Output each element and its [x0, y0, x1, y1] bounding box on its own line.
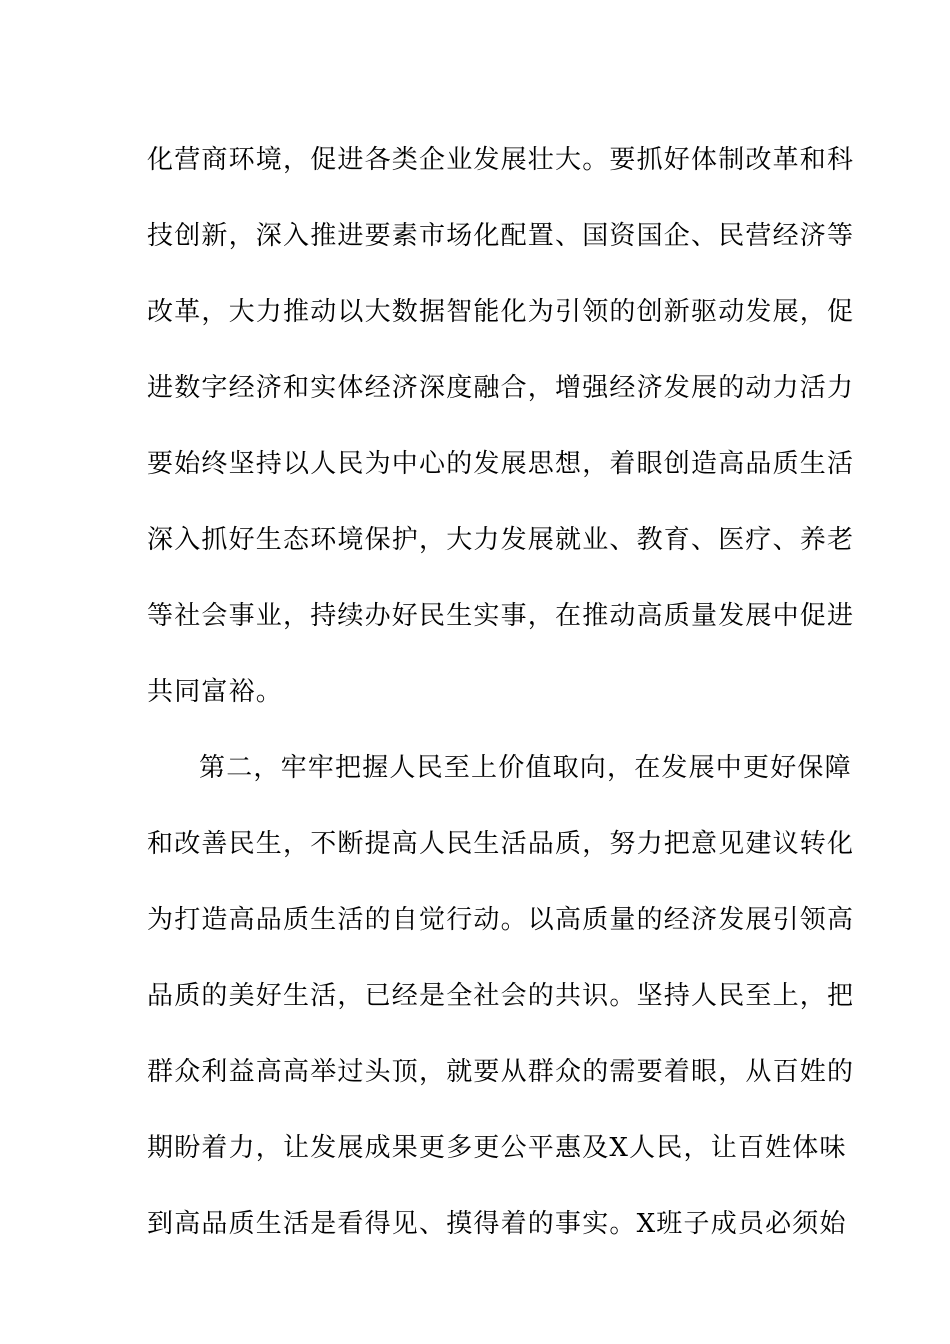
text-line: 化营商环境，促进各类企业发展壮大。要抓好体制改革和科: [147, 145, 855, 175]
text-line: 为打造高品质生活的自觉行动。以高质量的经济发展引领高: [147, 905, 855, 935]
text-line: 和改善民生，不断提高人民生活品质，努力把意见建议转化: [147, 829, 855, 859]
text-line: 改革，大力推动以大数据智能化为引领的创新驱动发展，促: [147, 297, 855, 327]
text-line: 到高品质生活是看得见、摸得着的事实。X班子成员必须始: [147, 1209, 847, 1239]
text-line: 要始终坚持以人民为中心的发展思想，着眼创造高品质生活: [147, 449, 855, 479]
paragraph-first-line: 第二，牢牢把握人民至上价值取向，在发展中更好保障: [199, 753, 852, 783]
text-line: 期盼着力，让发展成果更多更公平惠及X人民，让百姓体味: [147, 1133, 847, 1163]
text-line: 群众利益高高举过头顶，就要从群众的需要着眼，从百姓的: [147, 1057, 855, 1087]
text-line: 等社会事业，持续办好民生实事，在推动高质量发展中促进: [147, 601, 855, 631]
text-line: 进数字经济和实体经济深度融合，增强经济发展的动力活力: [147, 373, 855, 403]
text-line: 技创新，深入推进要素市场化配置、国资国企、民营经济等: [147, 221, 855, 251]
text-line: 深入抓好生态环境保护，大力发展就业、教育、医疗、养老: [147, 525, 855, 555]
text-line: 共同富裕。: [147, 677, 284, 707]
text-line: 品质的美好生活，已经是全社会的共识。坚持人民至上，把: [147, 981, 855, 1011]
